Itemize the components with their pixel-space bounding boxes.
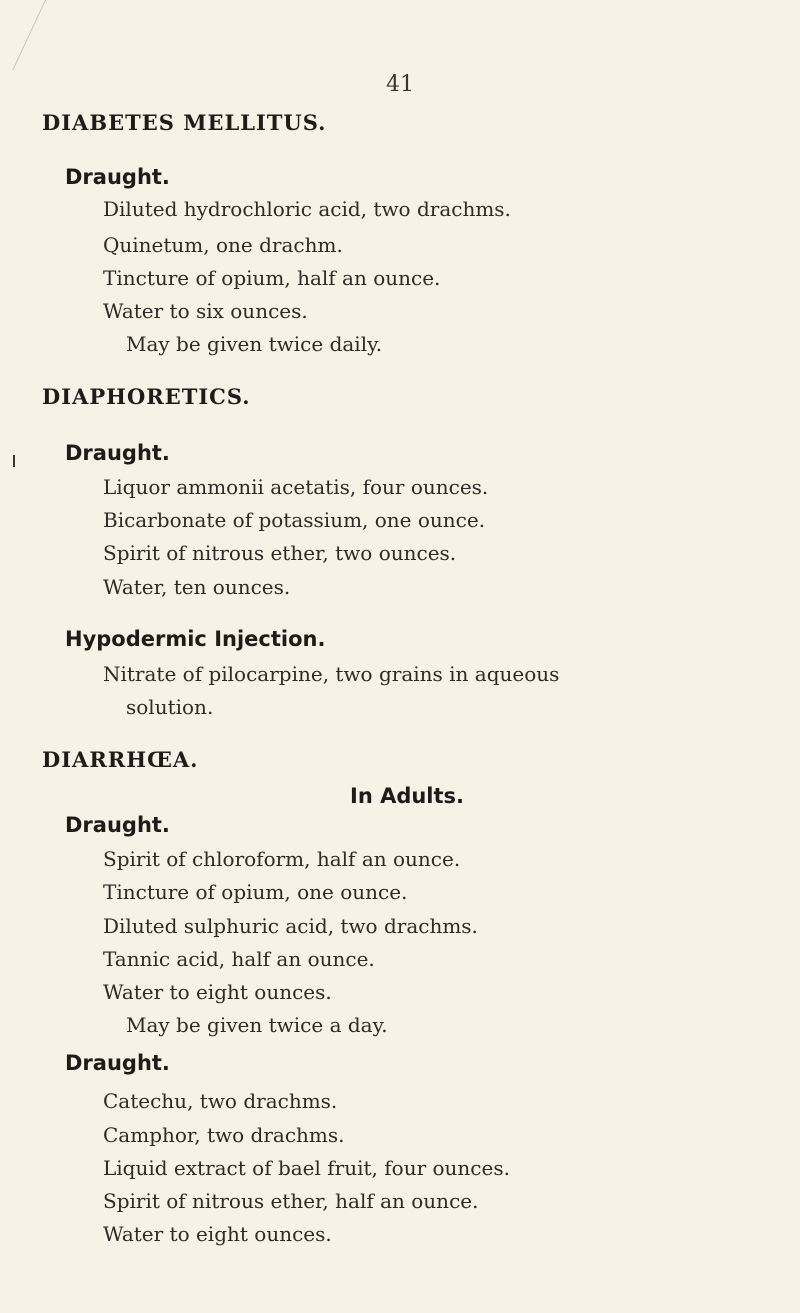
ingredient-line: Tannic acid, half an ounce. xyxy=(103,947,375,971)
section-title-diarrhoea: DIARRHŒA. xyxy=(42,747,199,772)
subsection-title: In Adults. xyxy=(350,784,465,808)
page-fold-shadow xyxy=(0,0,46,70)
draught-heading: Draught. xyxy=(65,441,170,465)
ingredient-line: solution. xyxy=(126,695,214,719)
draught-heading: Draught. xyxy=(65,165,170,189)
dosage-note: May be given twice daily. xyxy=(126,332,383,356)
ingredient-line: Water, ten ounces. xyxy=(103,575,291,599)
ingredient-line: Tincture of opium, half an ounce. xyxy=(103,266,441,290)
draught-heading: Draught. xyxy=(65,1051,170,1075)
ingredient-line: Water to eight ounces. xyxy=(103,980,332,1004)
injection-heading: Hypodermic Injection. xyxy=(65,627,326,651)
section-title-diabetes: DIABETES MELLITUS. xyxy=(42,110,327,135)
ingredient-line: Liquid extract of bael fruit, four ounces. xyxy=(103,1156,510,1180)
ingredient-line: Bicarbonate of potassium, one ounce. xyxy=(103,508,486,532)
page-number: 41 xyxy=(386,72,414,97)
ingredient-line: Tincture of opium, one ounce. xyxy=(103,880,408,904)
ingredient-line: Water to eight ounces. xyxy=(103,1222,332,1246)
dosage-note: May be given twice a day. xyxy=(126,1013,388,1037)
ingredient-line: Water to six ounces. xyxy=(103,299,308,323)
ingredient-line: Catechu, two drachms. xyxy=(103,1089,338,1113)
ingredient-line: Quinetum, one drachm. xyxy=(103,233,343,257)
section-title-diaphoretics: DIAPHORETICS. xyxy=(42,384,251,409)
ingredient-line: Liquor ammonii acetatis, four ounces. xyxy=(103,475,489,499)
ingredient-line: Spirit of nitrous ether, two ounces. xyxy=(103,541,457,565)
ingredient-line: Spirit of nitrous ether, half an ounce. xyxy=(103,1189,479,1213)
ingredient-line: Nitrate of pilocarpine, two grains in aqueous xyxy=(103,662,560,686)
ingredient-line: Diluted hydrochloric acid, two drachms. xyxy=(103,197,511,221)
ingredient-line: Camphor, two drachms. xyxy=(103,1123,345,1147)
ingredient-line: Diluted sulphuric acid, two drachms. xyxy=(103,914,478,938)
ingredient-line: Spirit of chloroform, half an ounce. xyxy=(103,847,461,871)
margin-mark xyxy=(13,455,15,467)
draught-heading: Draught. xyxy=(65,813,170,837)
